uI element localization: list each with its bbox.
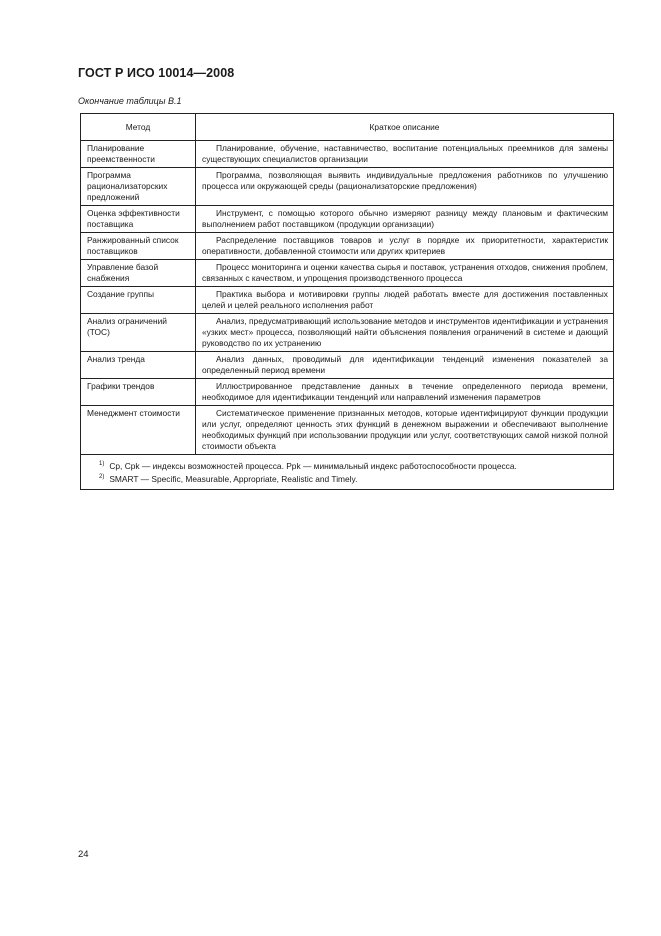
footnote-mark: 1) [99,461,105,467]
method-cell: Ранжированный список поставщиков [81,233,196,260]
table-row [81,141,614,168]
description-cell: Анализ, предусматривающий использование методов и инструментов идентификации и устранения «узких мест» процесса, позволяющий найти объяснения появления ограничений в системе и дающий руководство по их устранению [196,314,614,352]
column-header-method: Метод [81,114,196,141]
table-row [81,168,614,206]
table-caption: Окончание таблицы В.1 [78,96,182,106]
table-row [81,406,614,455]
description-cell: Иллюстрированное представление данных в течение определенного периода времени, необходимое для идентификации тенденций или направлений изменения параметров [196,379,614,406]
description-cell: Распределение поставщиков товаров и услуг в порядке их приоритетности, характеристик оперативности, добавленной стоимости или других критериев [196,233,614,260]
description-cell: Программа, позволяющая выявить индивидуальные предложения работников по улучшению процесса или окружающей среды (рационализаторские предложения) [196,168,614,206]
table-row [81,260,614,287]
description-cell: Систематическое применение признанных методов, которые идентифицируют функции продукции или услуг, определяют ценность этих функций в денежном выражении и обеспечивают выполнение необходимых функций при использовании продукции или услуг, соответствующих самой низкой полной стоимости объекта [196,406,614,455]
footnote [99,459,607,472]
description-cell: Практика выбора и мотивировки группы людей работать вместе для достижения поставленных целей и целей реального исполнения работ [196,287,614,314]
method-cell: Анализ тренда [81,352,196,379]
method-cell: Планирование преемственности [81,141,196,168]
table-header-row [81,114,614,141]
method-cell: Графики трендов [81,379,196,406]
footnote [99,472,607,485]
description-cell: Процесс мониторинга и оценки качества сырья и поставок, устранения отходов, снижения проблем, связанных с качеством, и упрощения производственного процесса [196,260,614,287]
methods-table [80,113,614,490]
table-row [81,233,614,260]
description-cell: Инструмент, с помощью которого обычно измеряют разницу между плановым и фактическим выполнением работ поставщиком (продукции организации) [196,206,614,233]
page-number: 24 [78,849,89,860]
table-row [81,352,614,379]
footnote-text: Cp, Cpk — индексы возможностей процесса. Ppk — минимальный индекс работоспособности процесса. [109,460,517,471]
document-title: ГОСТ Р ИСО 10014—2008 [78,66,235,80]
method-cell: Программа рационализаторских предложений [81,168,196,206]
method-cell: Оценка эффективности поставщика [81,206,196,233]
footnote-mark: 2) [99,473,105,480]
table-row [81,314,614,352]
footnotes-row [81,455,614,490]
footnotes-cell [81,455,614,490]
column-header-description: Краткое описание [196,114,614,141]
footnote-text: SMART — Specific, Measurable, Appropriate, Realistic and Timely. [109,473,358,484]
table-row [81,206,614,233]
method-cell: Менеджмент стоимости [81,406,196,455]
method-cell: Анализ ограничений (ТОС) [81,314,196,352]
description-cell: Анализ данных, проводимый для идентификации тенденций изменения показателей за определенный период времени [196,352,614,379]
method-cell: Управление базой снабжения [81,260,196,287]
description-cell: Планирование, обучение, наставничество, воспитание потенциальных преемников для замены существующих специалистов организации [196,141,614,168]
table-row [81,287,614,314]
table-row [81,379,614,406]
method-cell: Создание группы [81,287,196,314]
